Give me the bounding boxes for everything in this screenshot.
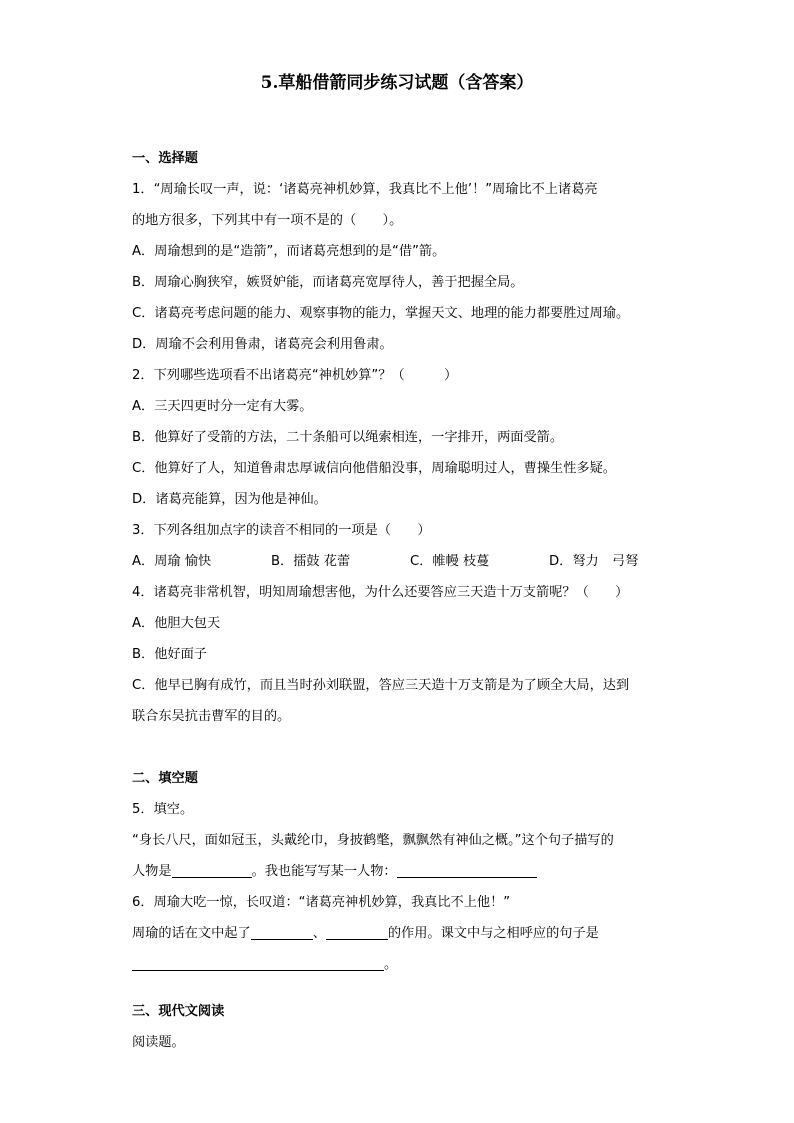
q1-stem-line1: 1．“周瑜长叹一声，说：‘诸葛亮神机妙算，我真比不上他’！”周瑜比不上诸葛亮 — [132, 182, 598, 197]
q3-options — [132, 546, 672, 577]
q6-blank-2[interactable] — [326, 921, 388, 940]
document-body — [132, 143, 672, 1058]
q6-blank-1[interactable] — [251, 921, 313, 940]
q1-option-c: C．诸葛亮考虑问题的能力、观察事物的能力，掌握天文、地理的能力都要胜过周瑜。 — [132, 306, 630, 321]
q6-text-c: 的作用。课文中与之相呼应的句子是 — [387, 926, 599, 941]
q1-option-d: D．周瑜不会利用鲁肃，诸葛亮会利用鲁肃。 — [132, 337, 393, 352]
q4-option-b: B．他好面子 — [132, 647, 207, 662]
q3-option-b: B．擂鼓 花蕾 — [271, 554, 351, 569]
q5-line1: “身长八尺，面如冠玉，头戴纶巾，身披鹤氅，飘飘然有神仙之概。”这个句子描写的 — [132, 833, 614, 848]
q5-line2 — [132, 856, 672, 887]
q5-blank-person[interactable] — [172, 859, 252, 878]
q1-option-b: B．周瑜心胸狭窄，嫉贤妒能，而诸葛亮宽厚待人，善于把握全局。 — [132, 275, 524, 290]
q4-option-a: A．他胆大包天 — [132, 616, 221, 631]
q6-blank-sentence[interactable] — [132, 952, 384, 971]
q6-text-a: 周瑜的话在文中起了 — [132, 926, 251, 941]
q6-stem: 6．周瑜大吃一惊，长叹道：“诸葛亮神机妙算，我真比不上他！” — [132, 895, 511, 910]
section-heading-fill: 二、填空题 — [132, 771, 198, 786]
q5-text-a: 人物是 — [132, 864, 172, 879]
q2-option-b: B．他算好了受箭的方法，二十条船可以绳索相连，一字排开，两面受箭。 — [132, 430, 564, 445]
q2-option-c: C．他算好了人，知道鲁肃忠厚诚信向他借船没事，周瑜聪明过人，曹操生性多疑。 — [132, 461, 616, 476]
q5-stem: 5．填空。 — [132, 802, 194, 817]
section-heading-choice: 一、选择题 — [132, 151, 198, 166]
q3-stem: 3．下列各组加点字的读音不相同的一项是（ ） — [132, 523, 431, 538]
q5-blank-write[interactable] — [397, 859, 537, 878]
q1-option-a: A．周瑜想到的是“造箭”，而诸葛亮想到的是“借”箭。 — [132, 244, 446, 259]
q2-option-a: A．三天四更时分一定有大雾。 — [132, 399, 313, 414]
q6-line2 — [132, 949, 672, 980]
q1-stem-line2: 的地方很多，下列其中有一项不是的（ ）。 — [132, 213, 403, 228]
q3-option-c: C．帷幔 枝蔓 — [410, 554, 490, 569]
q2-option-d: D．诸葛亮能算，因为他是神仙。 — [132, 492, 327, 507]
q2-stem: 2．下列哪些选项看不出诸葛亮“神机妙算”？（ ） — [132, 368, 458, 383]
document-title: 5.草船借箭同步练习试题（含答案） — [260, 73, 534, 93]
q3-option-a: A．周瑜 愉快 — [132, 554, 212, 569]
q6-text-b: 、 — [312, 926, 326, 941]
q6-line1 — [132, 918, 672, 949]
q6-text-end: 。 — [384, 957, 398, 972]
q4-option-c-line2: 联合东吴抗击曹军的目的。 — [132, 709, 291, 724]
q5-text-b: 。我也能写写某一人物： — [251, 864, 397, 879]
q4-stem: 4．诸葛亮非常机智，明知周瑜想害他，为什么还要答应三天造十万支箭呢？（ ） — [132, 585, 629, 600]
q7-stem: 阅读题。 — [132, 1035, 185, 1050]
q4-option-c-line1: C．他早已胸有成竹，而且当时孙刘联盟，答应三天造十万支箭是为了顾全大局，达到 — [132, 678, 630, 693]
section-heading-reading: 三、现代文阅读 — [132, 1004, 225, 1019]
q3-option-d: D．弩力 弓弩 — [549, 554, 639, 569]
